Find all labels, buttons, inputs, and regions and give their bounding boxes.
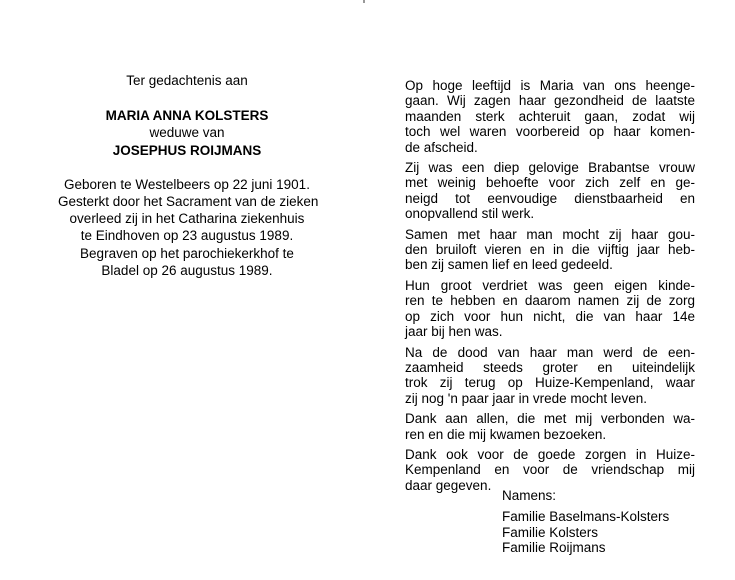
text-line: Dank aan allen, die met mij verbonden wa- (405, 411, 695, 427)
text-line: Hun groot verdriet was geen eigen kinde- (405, 277, 695, 293)
paragraph (405, 411, 695, 442)
paragraph (405, 78, 695, 155)
left-column (58, 72, 319, 279)
detail-line: Gesterkt door het Sacrament van de zieken (58, 194, 319, 210)
deceased-name: MARIA ANNA KOLSTERS (105, 108, 269, 124)
right-column (405, 78, 695, 498)
details-block (58, 176, 319, 279)
widow-of-text: weduwe van (149, 125, 225, 141)
detail-line: Geboren te Westelbeers op 22 juni 1901. (64, 176, 310, 192)
text-line: gaan. Wij zagen haar gezondheid de laatste (405, 93, 695, 109)
text-line: ren te hebben en daarom namen zij de zorg (405, 293, 695, 309)
text-line: maanden sterk achteruit gaan, zodat wij (405, 108, 695, 124)
text-line: toch wel waren voorbereid op haar komen- (405, 124, 695, 140)
detail-line: te Eindhoven op 23 augustus 1989. (80, 228, 294, 244)
signoff-block (502, 488, 669, 556)
text-line: ren en die mij kwamen bezoeken. (405, 426, 607, 442)
detail-line: Begraven op het parochiekerkhof te (80, 245, 294, 261)
text-line: den bruiloft vieren en in die vijftig jaar heb- (405, 242, 695, 258)
family-name: Familie Kolsters (502, 524, 599, 540)
paragraph (405, 345, 695, 407)
scan-speck (363, 0, 365, 3)
text-line: Dank ook voor de goede zorgen in Huize- (405, 446, 695, 462)
text-line: met weinig behoefte voor zich zelf en ge- (405, 175, 695, 191)
paragraph (405, 227, 695, 273)
text-line: Zij was een diep gelovige Brabantse vrouw (405, 160, 695, 176)
family-names (502, 509, 669, 555)
text-line: op zich voor hun nicht, die van haar 14e (405, 308, 695, 324)
text-line: Op hoge leeftijd is Maria van ons heenge- (405, 78, 695, 93)
text-line: Samen met haar man mocht zij haar gou- (405, 226, 695, 242)
text-line: jaar bij hen was. (405, 324, 503, 340)
paragraph (405, 160, 695, 222)
text-line: Kempenland en voor de vriendschap mij (405, 462, 695, 478)
signoff-label: Namens: (502, 488, 557, 503)
text-line: zaamheid steeds groter en uiteindelijk (405, 359, 695, 375)
text-line: ben zij samen lief en leed gedeeld. (405, 257, 613, 273)
paragraph (405, 278, 695, 340)
detail-line: Bladel op 26 augustus 1989. (101, 262, 273, 278)
husband-name: JOSEPHUS ROIJMANS (112, 142, 262, 158)
text-line: onopvallend stil werk. (405, 206, 535, 222)
detail-line: overleed zij in het Catharina ziekenhuis (69, 211, 305, 227)
paragraph (405, 447, 695, 493)
family-name: Familie Roijmans (502, 540, 606, 556)
text-line: zij nog 'n paar jaar in vrede mocht leven. (405, 390, 647, 406)
text-line: trok zij terug op Huize-Kempenland, waar (405, 375, 695, 391)
text-line: de afscheid. (405, 139, 478, 155)
text-line: neigd tot eenvoudige dienstbaarheid en (405, 190, 695, 206)
intro-text: Ter gedachtenis aan (126, 73, 248, 88)
family-name: Familie Baselmans-Kolsters (502, 509, 670, 525)
text-line: daar gegeven. (405, 477, 492, 493)
text-line: Na de dood van haar man werd de een- (405, 344, 695, 360)
